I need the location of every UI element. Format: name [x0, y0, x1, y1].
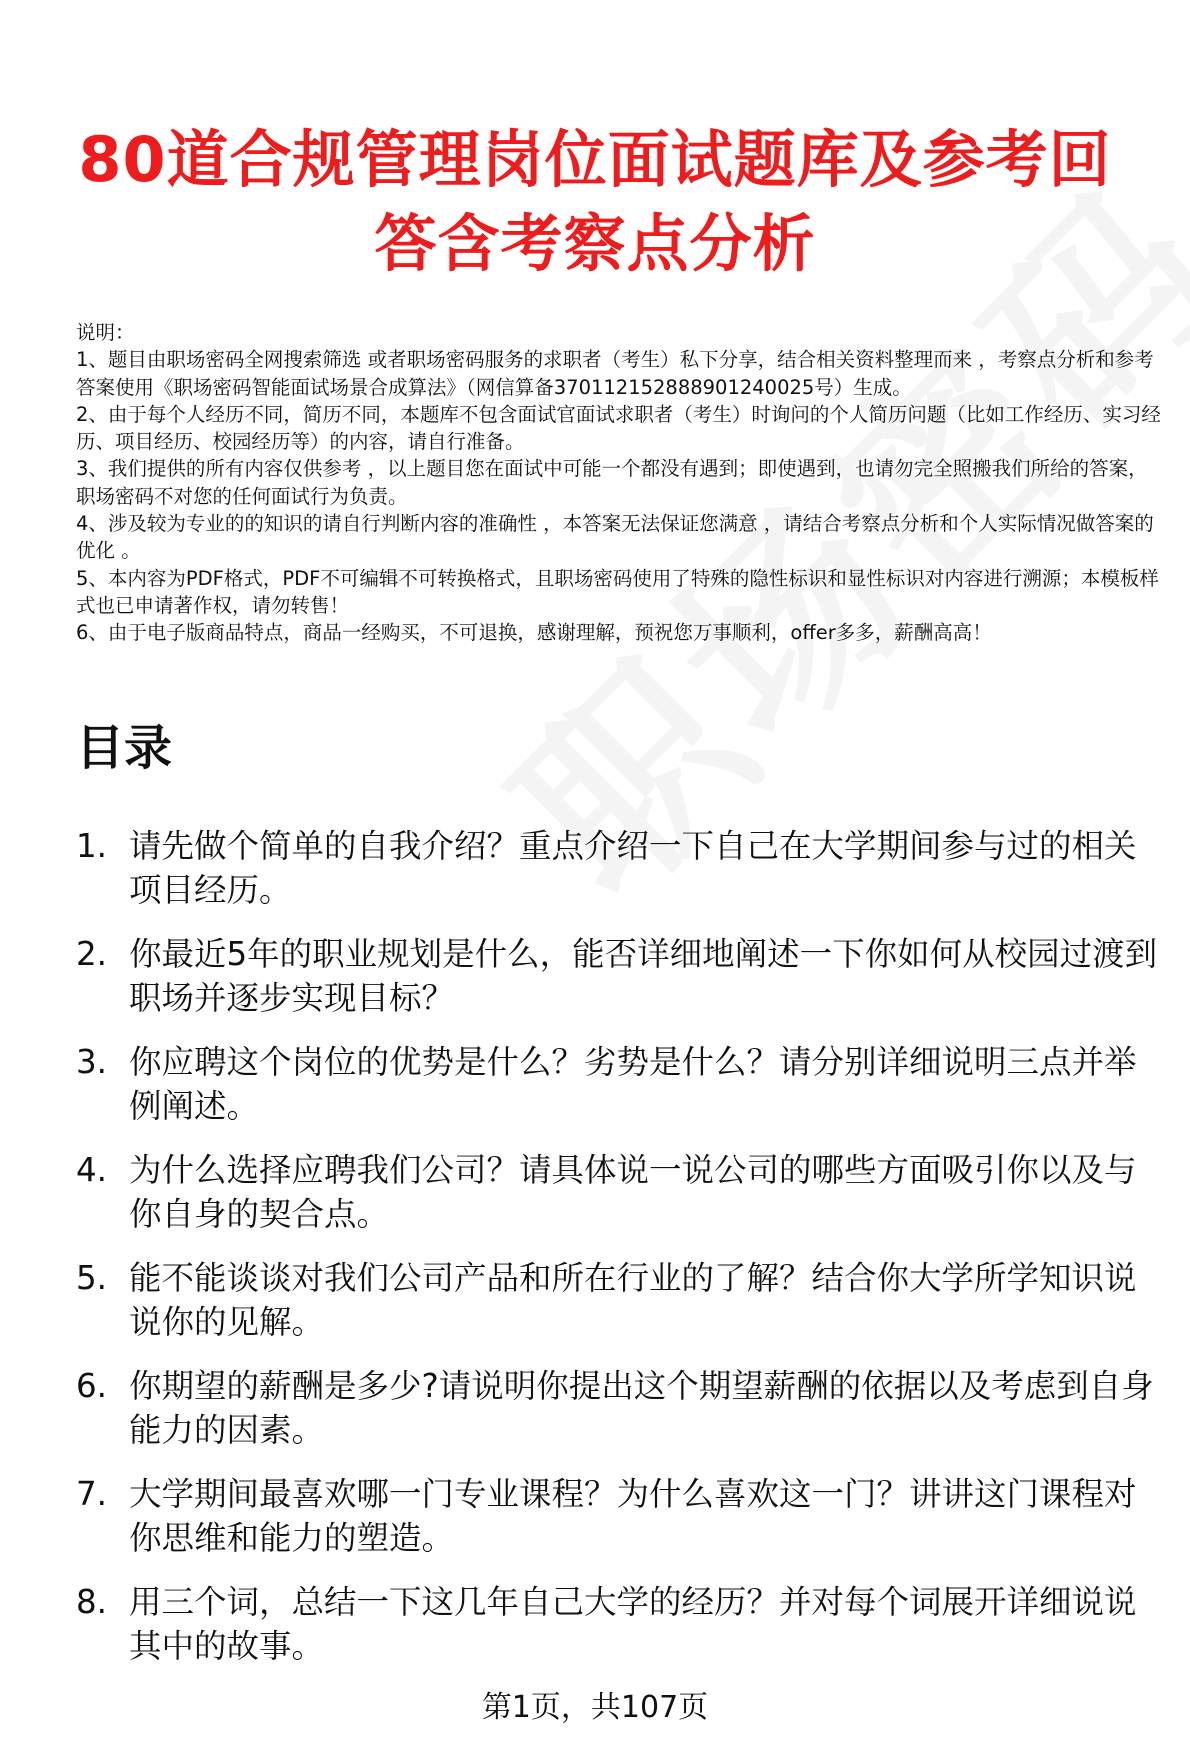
toc-item[interactable]	[76, 824, 1166, 912]
toc-item-text: 你最近5年的职业规划是什么，能否详细地阐述一下你如何从校园过渡到职场并逐步实现目标？	[129, 935, 1158, 1017]
toc-item-number: 6.	[76, 1367, 108, 1405]
table-of-contents	[76, 824, 1166, 1688]
toc-item-number: 4.	[76, 1151, 108, 1189]
toc-item-number: 8.	[76, 1583, 108, 1621]
notes-section	[76, 319, 1162, 647]
toc-item[interactable]	[76, 1364, 1166, 1452]
toc-item-text: 请先做个简单的自我介绍？重点介绍一下自己在大学期间参与过的相关项目经历。	[129, 827, 1137, 909]
toc-heading: 目录	[76, 720, 173, 776]
toc-item[interactable]	[76, 1256, 1166, 1344]
document-title: 80道合规管理岗位面试题库及参考回答含考察点分析	[78, 123, 1112, 280]
note-item: 4、涉及较为专业的的知识的请自行判断内容的准确性 ，本答案无法保证您满意 ，请结合考察点分析和个人实际情况做答案的优化 。	[76, 512, 1154, 563]
page-footer: 第1页，共107页	[481, 1690, 709, 1725]
toc-item[interactable]	[76, 932, 1166, 1020]
toc-item-text: 大学期间最喜欢哪一门专业课程？为什么喜欢这一门？讲讲这门课程对你思维和能力的塑造。	[129, 1475, 1137, 1557]
toc-item-number: 1.	[76, 827, 108, 865]
toc-item-number: 2.	[76, 935, 108, 973]
note-item: 3、我们提供的所有内容仅供参考 ，以上题目您在面试中可能一个都没有遇到；即使遇到，也请勿完全照搬我们所给的答案，职场密码不对您的任何面试行为负责。	[76, 457, 1148, 508]
note-item: 1、题目由职场密码全网搜索筛选 或者职场密码服务的求职者（考生）私下分享，结合相关资料整理而来 ，考察点分析和参考答案使用《职场密码智能面试场景合成算法》（网信算备370112152888901240025号）生成。	[76, 348, 1154, 399]
toc-item-text: 用三个词，总结一下这几年自己大学的经历？并对每个词展开详细说说其中的故事。	[129, 1583, 1137, 1665]
toc-item[interactable]	[76, 1472, 1166, 1560]
toc-item[interactable]	[76, 1040, 1166, 1128]
note-item: 5、本内容为PDF格式，PDF不可编辑不可转换格式，且职场密码使用了特殊的隐性标识和显性标识对内容进行溯源；本模板样式也已申请著作权，请勿转售！	[76, 566, 1159, 617]
toc-item-text: 你应聘这个岗位的优势是什么？劣势是什么？请分别详细说明三点并举例阐述。	[129, 1043, 1137, 1125]
toc-item-text: 你期望的薪酬是多少?请说明你提出这个期望薪酬的依据以及考虑到自身能力的因素。	[129, 1367, 1154, 1449]
toc-item-text: 为什么选择应聘我们公司？请具体说一说公司的哪些方面吸引你以及与你自身的契合点。	[129, 1151, 1137, 1233]
toc-item-number: 3.	[76, 1043, 108, 1081]
toc-item-number: 7.	[76, 1475, 108, 1513]
toc-item[interactable]	[76, 1148, 1166, 1236]
note-item: 2、由于每个人经历不同，简历不同，本题库不包含面试官面试求职者（考生）时询问的个人简历问题（比如工作经历、实习经历、项目经历、校园经历等）的内容，请自行准备。	[76, 402, 1161, 454]
toc-item-number: 5.	[76, 1259, 108, 1297]
note-item: 6、由于电子版商品特点，商品一经购买，不可退换，感谢理解，预祝您万事顺利，offer多多，薪酬高高！	[76, 621, 992, 645]
toc-item-text: 能不能谈谈对我们公司产品和所在行业的了解？结合你大学所学知识说说你的见解。	[129, 1259, 1137, 1341]
toc-item[interactable]	[76, 1580, 1166, 1668]
notes-heading: 说明：	[76, 321, 135, 344]
